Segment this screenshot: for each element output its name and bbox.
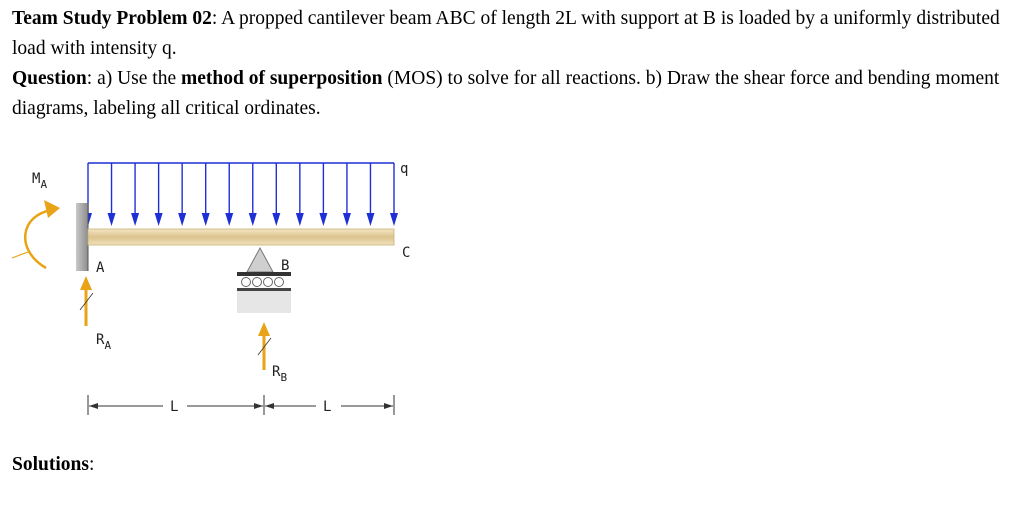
- load-arrow-head: [319, 213, 327, 226]
- reaction-a-label: $R_A$: [96, 332, 112, 352]
- load-arrow-head: [272, 213, 280, 226]
- point-b-label: B: [281, 258, 290, 274]
- load-arrow-head: [249, 213, 257, 226]
- load-arrow-head: [343, 213, 351, 226]
- reaction-a-arrow-icon: [80, 276, 93, 326]
- distributed-load: [84, 163, 398, 226]
- load-arrow-head: [178, 213, 186, 226]
- question-label: Question: [12, 68, 87, 89]
- point-c-label: C: [402, 245, 411, 261]
- solutions-heading: Solutions:: [12, 454, 95, 475]
- load-arrow-head: [202, 213, 210, 226]
- dimension-line: [88, 395, 394, 415]
- question-text: Question: a) Use the method of superposition (MOS) to solve for all reactions. b) Draw the shear force and bending moment diagrams, labeling all critical ordinates.: [12, 68, 1000, 119]
- problem-statement: Team Study Problem 02: A propped cantilever beam ABC of length 2L with support at B is loaded by a uniformly distributed load with intensity q.: [12, 8, 1000, 59]
- load-arrow-head: [366, 213, 374, 226]
- question-part-a-suffix: (MOS) to solve for all reactions. b) Draw the shear force and bending moment diagrams, labeling all critical ordinates.: [12, 68, 1000, 119]
- moment-label: $M_A$: [32, 171, 48, 191]
- load-arrow-head: [108, 213, 116, 226]
- load-arrow-head: [390, 213, 398, 226]
- span-2-label: L: [323, 399, 332, 415]
- beam: [88, 229, 394, 245]
- moment-arrow-icon: [12, 200, 60, 268]
- method-name: method of superposition: [181, 68, 383, 89]
- fixed-wall: [76, 203, 88, 271]
- problem-statement-text: A propped cantilever beam ABC of length 2L with support at B is loaded by a uniformly distributed load with intensity q.: [12, 8, 1000, 59]
- load-label: q: [400, 161, 409, 177]
- question-part-a-prefix: a) Use the: [97, 68, 177, 89]
- load-arrow-head: [131, 213, 139, 226]
- reaction-b-arrow-icon: [258, 322, 271, 370]
- load-arrow-head: [225, 213, 233, 226]
- load-arrow-head: [296, 213, 304, 226]
- load-arrow-head: [155, 213, 163, 226]
- point-a-label: A: [96, 260, 105, 276]
- reaction-b-label: $R_B$: [272, 364, 288, 384]
- problem-title: Team Study Problem 02: [12, 8, 212, 29]
- span-1-label: L: [170, 399, 179, 415]
